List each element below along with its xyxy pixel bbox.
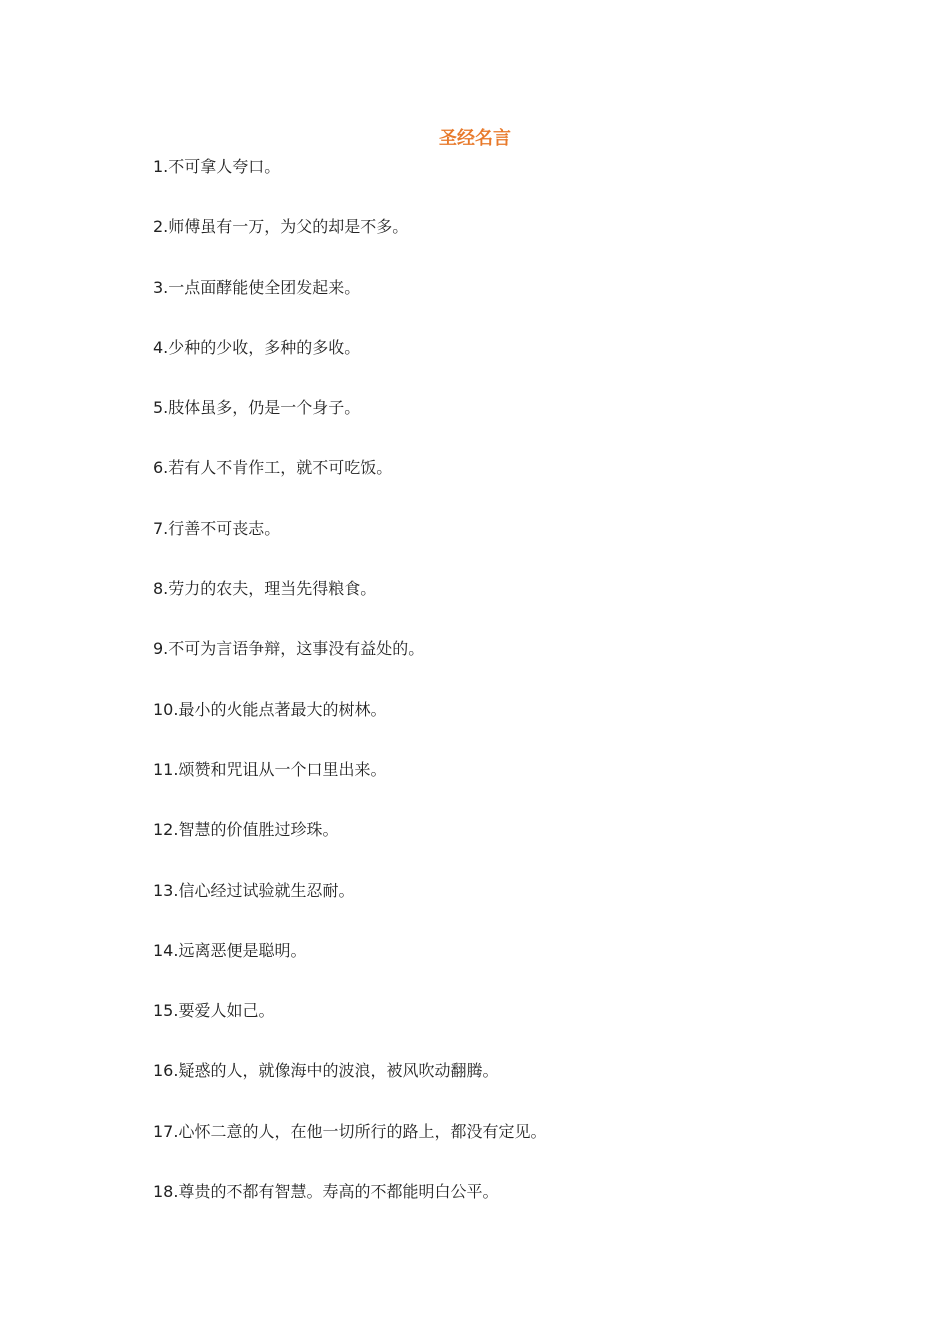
page-title: 圣经名言 (439, 128, 511, 149)
quote-item: 2.师傅虽有一万，为父的却是不多。 (153, 217, 409, 237)
quote-item: 17.心怀二意的人，在他一切所行的路上，都没有定见。 (153, 1121, 547, 1141)
quote-item: 1.不可拿人夸口。 (153, 157, 281, 176)
quote-item: 8.劳力的农夫，理当先得粮食。 (153, 579, 377, 599)
quote-item: 7.行善不可丧志。 (153, 518, 281, 538)
quote-item: 6.若有人不肯作工，就不可吃饭。 (153, 458, 393, 478)
quote-item: 3.一点面酵能使全团发起来。 (153, 277, 361, 297)
quote-item: 16.疑惑的人，就像海中的波浪，被风吹动翻腾。 (153, 1061, 499, 1081)
quote-item: 5.肢体虽多，仍是一个身子。 (153, 398, 361, 418)
quote-item: 15.要爱人如己。 (153, 1001, 275, 1021)
quote-item: 12.智慧的价值胜过珍珠。 (153, 820, 339, 840)
quote-item: 18.尊贵的不都有智慧。寿高的不都能明白公平。 (153, 1182, 499, 1202)
quote-list (153, 155, 546, 1240)
quote-item: 11.颂赞和咒诅从一个口里出来。 (153, 759, 387, 779)
quote-item: 13.信心经过试验就生忍耐。 (153, 880, 355, 900)
quote-item: 10.最小的火能点著最大的树林。 (153, 699, 387, 719)
quote-item: 14.远离恶便是聪明。 (153, 940, 307, 960)
quote-item: 9.不可为言语争辩，这事没有益处的。 (153, 639, 425, 659)
quote-item: 4.少种的少收，多种的多收。 (153, 337, 361, 357)
